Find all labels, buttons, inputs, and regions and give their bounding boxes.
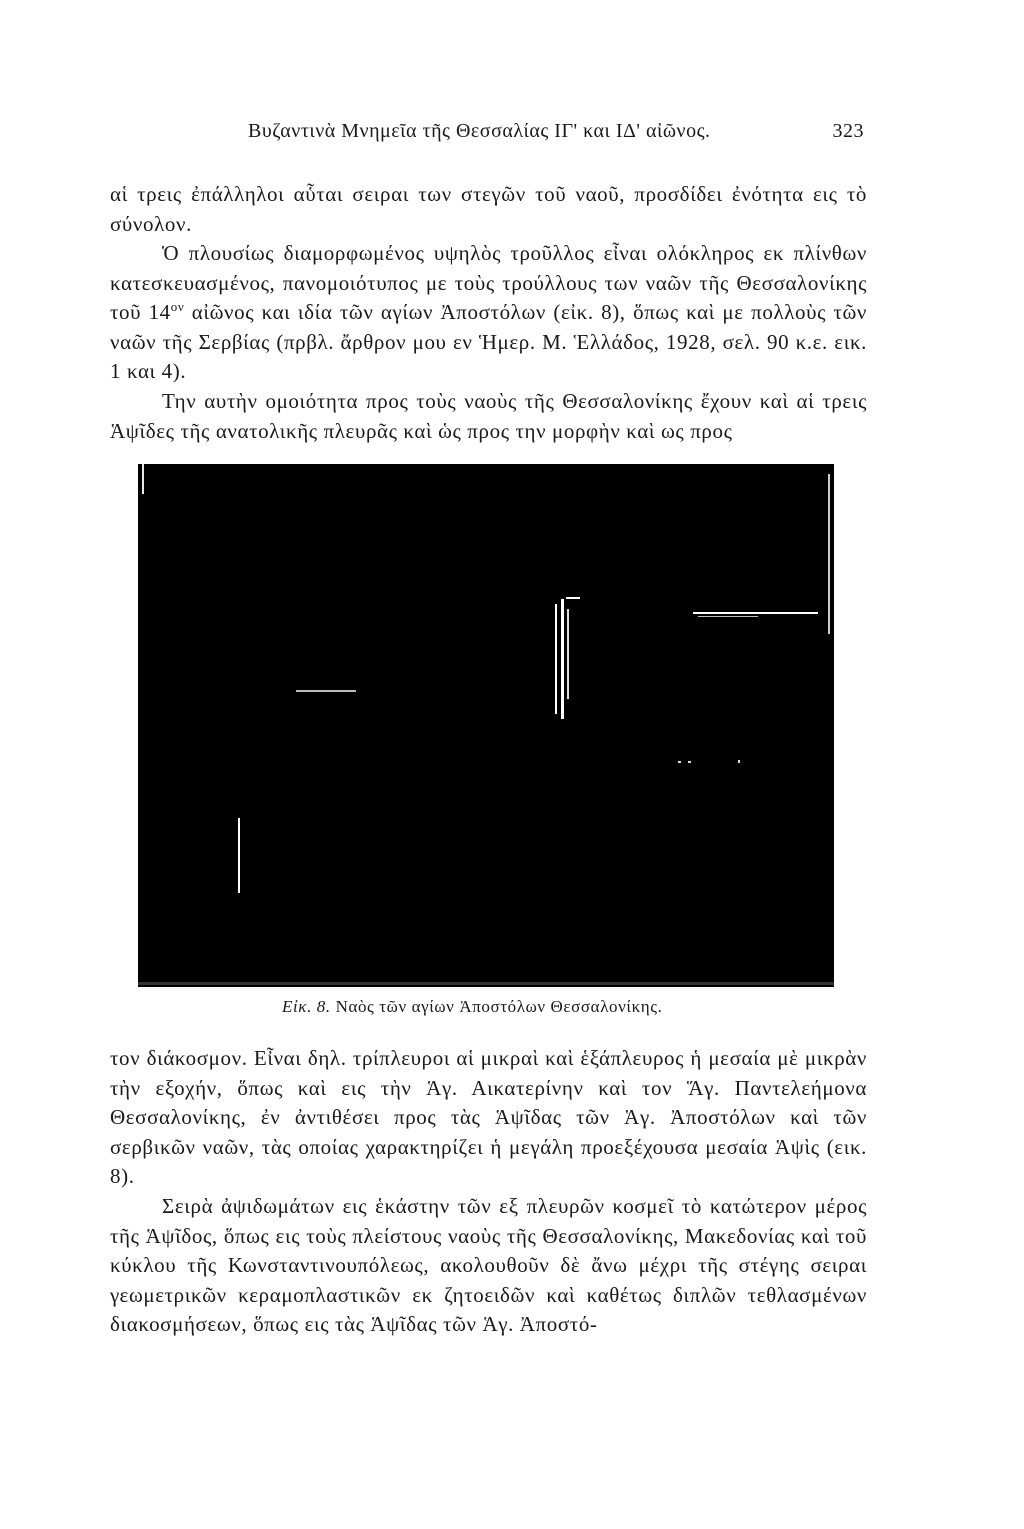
paragraph-3-text: Την αυτὴν ομοιότητα προς τοὺς ναοὺς τῆς Θεσσαλονίκης ἔχουν καὶ αἱ τρεις Ἁψῖδες τῆς ανατολικῆς πλευρᾶς καὶ ὡς προς την μορφὴν καὶ ως προς [110, 389, 867, 443]
paragraph-2 [110, 239, 867, 387]
figure-caption [282, 997, 662, 1017]
paragraph-2-text-b: αἰῶνος και ιδία τῶν αγίων Ἀποστόλων (εἰκ. 8), ὅπως καὶ με πολλοὺς τῶν ναῶν τῆς Σερβίας (πρβλ. ἄρθρον μου εν Ἡμερ. Μ. Ἑλλάδος, 1928, σελ. 90 κ.ε. εικ. 1 και 4). [110, 300, 868, 383]
paragraph-3 [110, 387, 867, 446]
photo-artifacts [138, 464, 834, 987]
page-number: 323 [832, 120, 864, 142]
figure-caption-text: Ναὸς τῶν αγίων Ἀποστόλων Θεσσαλονίκης. [335, 997, 663, 1016]
running-title: Βυζαντινὰ Μνημεῖα τῆς Θεσσαλίας ΙΓ' και ΙΔ' αἰῶνος. [248, 120, 711, 142]
paragraph-1 [110, 180, 867, 239]
paragraph-4 [110, 1044, 867, 1192]
paragraph-5-text: Σειρὰ ἀψιδωμάτων εις ἑκάστην τῶν εξ πλευρῶν κοσμεῖ τὸ κατώτερον μέρος τῆς Ἁψῖδος, ὅπως εις τοὺς πλείστους ναοὺς τῆς Θεσσαλονίκης, Μακεδονίας καὶ τοῦ κύκλου τῆς Κωνσταντινουπόλεως, ακολουθοῦν δὲ ἄνω μέχρι τῆς στέγης σειραι γεωμετρικῶν κεραμοπλαστικῶν εκ ζητοειδῶν καὶ καθέτως διπλῶν τεθλασμένων διακοσμήσεων, ὅπως εις τὰς Ἁψῖδας τῶν Ἁγ. Ἀποστό- [110, 1194, 867, 1336]
paragraph-1-text: αἱ τρεις ἐπάλληλοι αὗται σειραι των στεγῶν τοῦ ναοῦ, προσδίδει ἐνότητα εις τὸ σύνολον. [110, 182, 867, 236]
figure-photograph [138, 464, 834, 987]
paragraph-5 [110, 1192, 867, 1340]
paragraph-2-text-a: Ὁ πλουσίως διαμορφωμένος υψηλὸς τροῦλλος εἶναι ολόκληρος εκ πλίνθων κατεσκευασμένος, πανομοιότυπος με τοὺς τρούλλους των ναῶν τῆς Θεσσαλονίκης τοῦ 14 [110, 241, 867, 324]
superscript-ordinal: ον [170, 299, 185, 314]
paragraph-4-text: τον διάκοσμον. Εἶναι δηλ. τρίπλευροι αἱ μικραὶ καὶ ἑξάπλευρος ἡ μεσαία μὲ μικρὰν τὴν εξοχήν, ὅπως καὶ εις τὴν Ἁγ. Αικατερίνην καὶ τον Ἅγ. Παντελεήμονα Θεσσαλονίκης, ἐν ἀντιθέσει προς τὰς Ἁψῖδας τῶν Ἁγ. Ἀποστόλων καὶ τῶν σερβικῶν ναῶν, τὰς οποίας χαρακτηρίζει ἡ μεγάλη προεξέχουσα μεσαία Ἁψὶς (εικ. 8). [110, 1046, 867, 1188]
figure-label: Εἰκ. 8. [282, 997, 331, 1016]
